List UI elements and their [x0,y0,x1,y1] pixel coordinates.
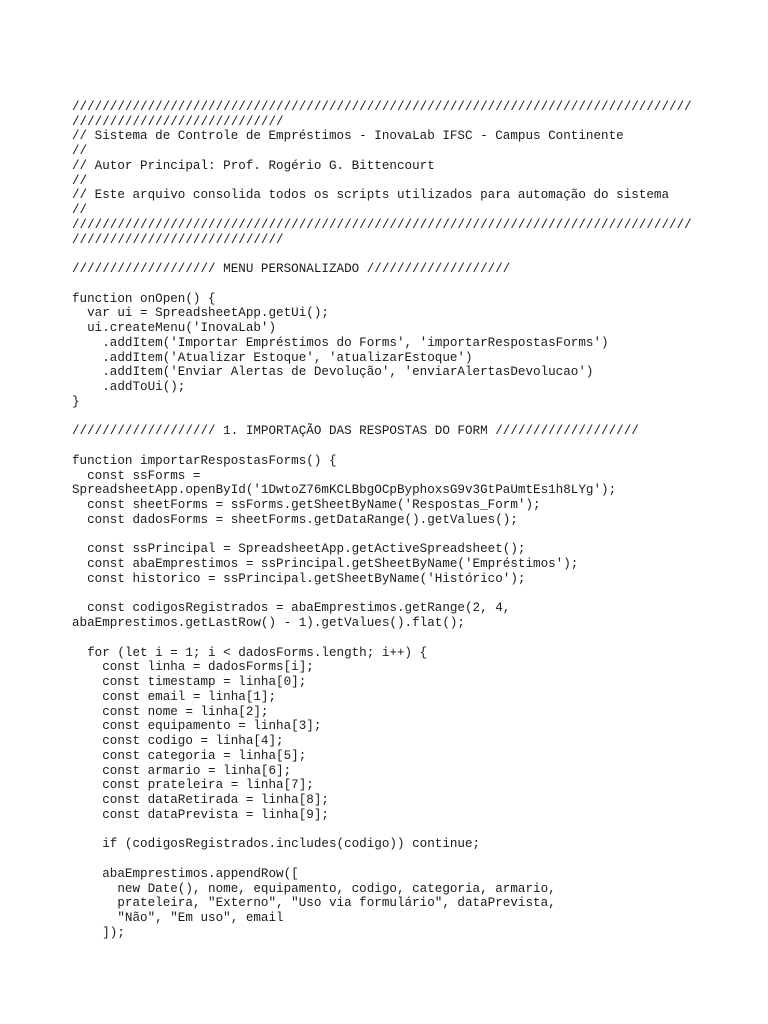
code-line: .addToUi(); [72,380,186,394]
code-line: const dataPrevista = linha[9]; [72,807,329,822]
code-line: const abaEmprestimos = ssPrincipal.getSheetByName('Empréstimos'); [72,557,579,571]
code-line: const historico = ssPrincipal.getSheetByName('Histórico'); [72,571,526,586]
code-line [72,528,712,543]
code-line: const nome = linha[2]; [72,704,269,719]
code-line: for (let i = 1; i < dadosForms.length; i++) { [72,645,428,660]
code-line: const ssForms = [72,468,201,483]
code-line: // [72,173,88,188]
code-line [72,410,712,425]
code-line: abaEmprestimos.getLastRow() - 1).getValues().flat(); [72,616,465,630]
code-line [72,277,712,292]
code-line [72,587,712,602]
code-line: const dataRetirada = linha[8]; [72,793,329,807]
code-line: abaEmprestimos.appendRow([ [72,866,299,881]
code-line: if (codigosRegistrados.includes(codigo)) continue; [72,837,481,852]
code-line: ui.createMenu('InovaLab') [72,321,277,335]
code-line [72,439,712,454]
code-line: function onOpen() { [72,291,216,306]
code-line: const codigo = linha[4]; [72,734,284,748]
code-line: // Este arquivo consolida todos os scripts utilizados para automação do sistema [72,188,670,203]
code-line: const categoria = linha[5]; [72,748,307,763]
code-line: /////////////////// 1. IMPORTAÇÃO DAS RESPOSTAS DO FORM /////////////////// [72,424,639,439]
code-line: ////////////////////////////////////////////////////////////////////////////////// [72,99,692,114]
code-line: const dadosForms = sheetForms.getDataRange().getValues(); [72,512,518,527]
code-line: // Autor Principal: Prof. Rogério G. Bittencourt [72,158,435,173]
code-line: const sheetForms = ssForms.getSheetByName('Respostas_Form'); [72,498,541,512]
code-line [72,247,712,262]
code-line [72,852,712,867]
code-line: .addItem('Importar Empréstimos do Forms', 'importarRespostasForms') [72,335,609,350]
code-line [72,631,712,646]
code-line: .addItem('Enviar Alertas de Devolução', 'enviarAlertasDevolucao') [72,365,594,380]
code-line: const equipamento = linha[3]; [72,719,322,734]
code-line: // Sistema de Controle de Empréstimos - InovaLab IFSC - Campus Continente [72,129,624,144]
code-line: //////////////////////////// [72,114,284,129]
code-line: var ui = SpreadsheetApp.getUi(); [72,306,329,321]
code-line [72,823,712,838]
code-line: new Date(), nome, equipamento, codigo, categoria, armario, [72,881,556,896]
code-line: // [72,144,88,158]
code-line [72,85,712,100]
code-line: const prateleira = linha[7]; [72,778,314,793]
code-line: .addItem('Atualizar Estoque', 'atualizarEstoque') [72,350,473,365]
code-line: // [72,203,88,217]
code-line: } [72,394,80,409]
code-line: const armario = linha[6]; [72,763,292,778]
code-line: const timestamp = linha[0]; [72,675,307,689]
code-line: const codigosRegistrados = abaEmprestimos.getRange(2, 4, [72,601,511,616]
code-line: const linha = dadosForms[i]; [72,660,314,675]
code-line: /////////////////// MENU PERSONALIZADO /////////////////// [72,262,511,276]
code-line: function importarRespostasForms() { [72,453,337,468]
code-line: "Não", "Em uso", email [72,911,284,925]
code-line: const email = linha[1]; [72,689,277,704]
code-line: prateleira, "Externo", "Uso via formulário", dataPrevista, [72,896,556,911]
code-line: ////////////////////////////////////////////////////////////////////////////////// [72,217,692,232]
code-line: ]); [72,925,125,940]
code-line: const ssPrincipal = SpreadsheetApp.getActiveSpreadsheet(); [72,542,526,557]
code-listing [72,85,712,941]
code-line: //////////////////////////// [72,232,284,247]
code-line: SpreadsheetApp.openById('1DwtoZ76mKCLBbgOCpByphoxsG9v3GtPaUmtEs1h8LYg'); [72,483,617,498]
